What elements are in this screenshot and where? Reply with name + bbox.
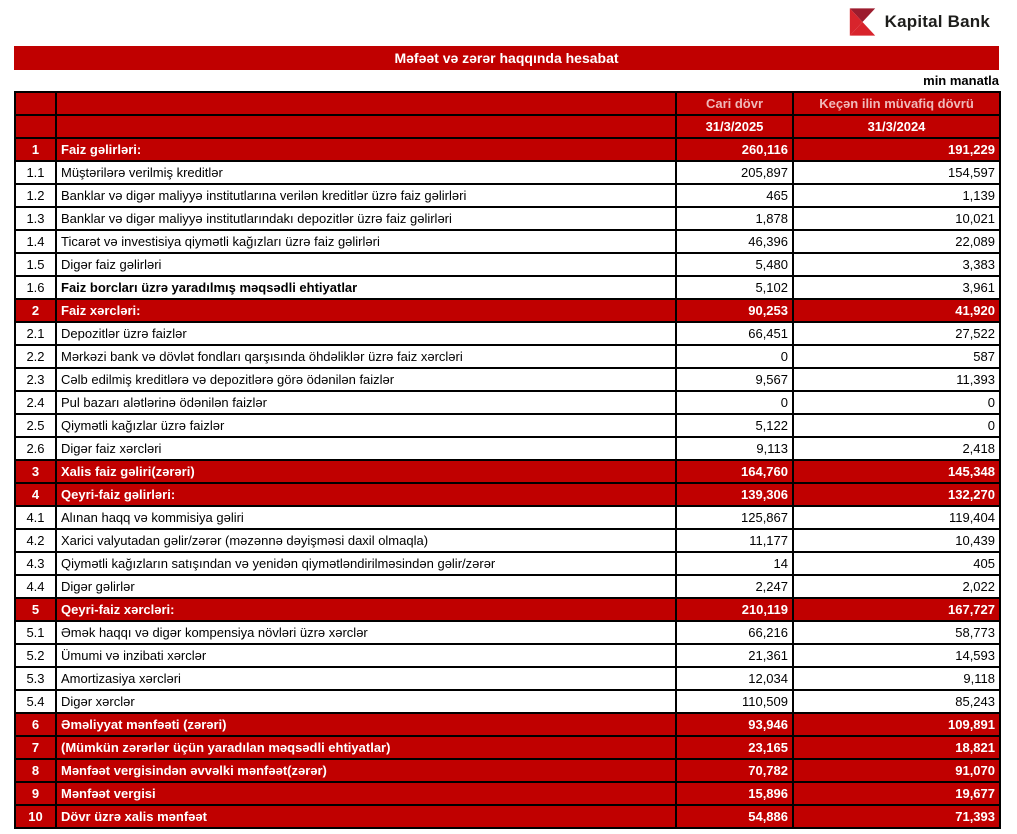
value-previous: 14,593 — [793, 644, 1000, 667]
row-number: 5 — [15, 598, 56, 621]
value-previous: 85,243 — [793, 690, 1000, 713]
table-row — [15, 345, 1000, 368]
row-number: 2.1 — [15, 322, 56, 345]
row-number: 7 — [15, 736, 56, 759]
row-number: 9 — [15, 782, 56, 805]
table-row — [15, 644, 1000, 667]
table-row — [15, 736, 1000, 759]
value-current: 164,760 — [676, 460, 793, 483]
row-label: Banklar və digər maliyyə institutlarına verilən kreditlər üzrə faiz gəlirləri — [56, 184, 676, 207]
header-current-date: 31/3/2025 — [676, 115, 793, 138]
value-current: 21,361 — [676, 644, 793, 667]
table-row — [15, 138, 1000, 161]
value-previous: 3,383 — [793, 253, 1000, 276]
row-label: Qeyri-faiz xərcləri: — [56, 598, 676, 621]
row-label: Digər faiz gəlirləri — [56, 253, 676, 276]
row-number: 2.6 — [15, 437, 56, 460]
kapital-bank-logo-icon — [848, 6, 877, 38]
row-number: 2.5 — [15, 414, 56, 437]
table-row — [15, 805, 1000, 828]
value-current: 125,867 — [676, 506, 793, 529]
row-number: 2.3 — [15, 368, 56, 391]
value-previous: 18,821 — [793, 736, 1000, 759]
row-number: 4.1 — [15, 506, 56, 529]
unit-note: min manatla — [923, 73, 999, 88]
row-label: Qiymətli kağızlar üzrə faizlər — [56, 414, 676, 437]
row-label: Ümumi və inzibati xərclər — [56, 644, 676, 667]
value-current: 5,122 — [676, 414, 793, 437]
table-row — [15, 437, 1000, 460]
table-header-period-row — [15, 92, 1000, 115]
row-number: 5.1 — [15, 621, 56, 644]
table-row — [15, 552, 1000, 575]
value-current: 90,253 — [676, 299, 793, 322]
row-label: Depozitlər üzrə faizlər — [56, 322, 676, 345]
row-label: Xalis faiz gəliri(zərəri) — [56, 460, 676, 483]
value-current: 210,119 — [676, 598, 793, 621]
value-current: 1,878 — [676, 207, 793, 230]
table-row — [15, 207, 1000, 230]
table-row — [15, 460, 1000, 483]
value-previous: 132,270 — [793, 483, 1000, 506]
table-row — [15, 230, 1000, 253]
table-row — [15, 598, 1000, 621]
header-empty-no — [15, 92, 56, 115]
header-bar — [0, 0, 1017, 44]
value-previous: 119,404 — [793, 506, 1000, 529]
row-label: Digər xərclər — [56, 690, 676, 713]
table-row — [15, 782, 1000, 805]
table-row — [15, 690, 1000, 713]
row-label: Amortizasiya xərcləri — [56, 667, 676, 690]
value-previous: 91,070 — [793, 759, 1000, 782]
value-previous: 1,139 — [793, 184, 1000, 207]
value-previous: 587 — [793, 345, 1000, 368]
row-label: Dövr üzrə xalis mənfəət — [56, 805, 676, 828]
header-empty-label — [56, 92, 676, 115]
brand-name: Kapital Bank — [884, 12, 990, 31]
value-previous: 405 — [793, 552, 1000, 575]
table-row — [15, 253, 1000, 276]
value-previous: 10,439 — [793, 529, 1000, 552]
table-row — [15, 276, 1000, 299]
row-label: Pul bazarı alətlərinə ödənilən faizlər — [56, 391, 676, 414]
row-number: 5.3 — [15, 667, 56, 690]
value-current: 5,102 — [676, 276, 793, 299]
header-previous-date: 31/3/2024 — [793, 115, 1000, 138]
value-current: 110,509 — [676, 690, 793, 713]
value-previous: 71,393 — [793, 805, 1000, 828]
value-previous: 0 — [793, 391, 1000, 414]
value-current: 23,165 — [676, 736, 793, 759]
value-previous: 10,021 — [793, 207, 1000, 230]
value-current: 260,116 — [676, 138, 793, 161]
row-label: Əmək haqqı və digər kompensiya növləri üzrə xərclər — [56, 621, 676, 644]
row-number: 1.2 — [15, 184, 56, 207]
value-current: 9,113 — [676, 437, 793, 460]
value-previous: 2,022 — [793, 575, 1000, 598]
row-number: 1 — [15, 138, 56, 161]
row-number: 1.6 — [15, 276, 56, 299]
row-number: 5.4 — [15, 690, 56, 713]
value-previous: 22,089 — [793, 230, 1000, 253]
value-current: 0 — [676, 345, 793, 368]
header-empty-label-2 — [56, 115, 676, 138]
row-label: Müştərilərə verilmiş kreditlər — [56, 161, 676, 184]
table-row — [15, 713, 1000, 736]
value-previous: 58,773 — [793, 621, 1000, 644]
table-row — [15, 483, 1000, 506]
value-current: 15,896 — [676, 782, 793, 805]
value-current: 205,897 — [676, 161, 793, 184]
row-label: Qiymətli kağızların satışından və yenidən qiymətləndirilməsindən gəlir/zərər — [56, 552, 676, 575]
row-number: 6 — [15, 713, 56, 736]
value-current: 66,216 — [676, 621, 793, 644]
value-current: 70,782 — [676, 759, 793, 782]
value-current: 11,177 — [676, 529, 793, 552]
row-number: 2.4 — [15, 391, 56, 414]
header-empty-no-2 — [15, 115, 56, 138]
value-previous: 191,229 — [793, 138, 1000, 161]
value-previous: 167,727 — [793, 598, 1000, 621]
table-row — [15, 322, 1000, 345]
profit-loss-table — [14, 91, 1001, 829]
value-current: 12,034 — [676, 667, 793, 690]
row-number: 4 — [15, 483, 56, 506]
row-number: 10 — [15, 805, 56, 828]
row-label: Mərkəzi bank və dövlət fondları qarşısında öhdəliklər üzrə faiz xərcləri — [56, 345, 676, 368]
row-label: Faiz xərcləri: — [56, 299, 676, 322]
row-label: Banklar və digər maliyyə institutlarındakı depozitlər üzrə faiz gəlirləri — [56, 207, 676, 230]
value-previous: 27,522 — [793, 322, 1000, 345]
row-label: Cəlb edilmiş kreditlərə və depozitlərə görə ödənilən faizlər — [56, 368, 676, 391]
row-number: 8 — [15, 759, 56, 782]
value-current: 465 — [676, 184, 793, 207]
row-number: 4.3 — [15, 552, 56, 575]
value-current: 54,886 — [676, 805, 793, 828]
value-previous: 0 — [793, 414, 1000, 437]
row-label: Qeyri-faiz gəlirləri: — [56, 483, 676, 506]
header-current-period: Cari dövr — [676, 92, 793, 115]
table-row — [15, 506, 1000, 529]
row-label: Digər faiz xərcləri — [56, 437, 676, 460]
row-number: 3 — [15, 460, 56, 483]
row-label: Əməliyyat mənfəəti (zərəri) — [56, 713, 676, 736]
report-table-body — [15, 138, 1000, 828]
row-number: 4.2 — [15, 529, 56, 552]
value-current: 0 — [676, 391, 793, 414]
row-label: Alınan haqq və kommisiya gəliri — [56, 506, 676, 529]
table-row — [15, 414, 1000, 437]
value-current: 5,480 — [676, 253, 793, 276]
row-number: 1.3 — [15, 207, 56, 230]
value-previous: 145,348 — [793, 460, 1000, 483]
table-row — [15, 667, 1000, 690]
value-current: 2,247 — [676, 575, 793, 598]
value-previous: 9,118 — [793, 667, 1000, 690]
table-row — [15, 529, 1000, 552]
row-label: Xarici valyutadan gəlir/zərər (məzənnə dəyişməsi daxil olmaqla) — [56, 529, 676, 552]
table-row — [15, 575, 1000, 598]
row-number: 5.2 — [15, 644, 56, 667]
row-label: Faiz gəlirləri: — [56, 138, 676, 161]
row-label: Faiz borcları üzrə yaradılmış məqsədli ehtiyatlar — [56, 276, 676, 299]
row-label: Ticarət və investisiya qiymətli kağızları üzrə faiz gəlirləri — [56, 230, 676, 253]
table-row — [15, 621, 1000, 644]
table-row — [15, 299, 1000, 322]
table-row — [15, 391, 1000, 414]
value-current: 66,451 — [676, 322, 793, 345]
row-number: 4.4 — [15, 575, 56, 598]
header-previous-period: Keçən ilin müvafiq dövrü — [793, 92, 1000, 115]
row-label: (Mümkün zərərlər üçün yaradılan məqsədli ehtiyatlar) — [56, 736, 676, 759]
row-number: 2 — [15, 299, 56, 322]
value-current: 46,396 — [676, 230, 793, 253]
table-row — [15, 759, 1000, 782]
value-current: 14 — [676, 552, 793, 575]
row-number: 1.4 — [15, 230, 56, 253]
value-current: 139,306 — [676, 483, 793, 506]
value-previous: 3,961 — [793, 276, 1000, 299]
value-previous: 109,891 — [793, 713, 1000, 736]
row-label: Mənfəət vergisindən əvvəlki mənfəət(zərər) — [56, 759, 676, 782]
row-label: Digər gəlirlər — [56, 575, 676, 598]
table-row — [15, 184, 1000, 207]
report-title: Məfəət və zərər haqqında hesabat — [14, 46, 999, 70]
value-previous: 154,597 — [793, 161, 1000, 184]
row-number: 2.2 — [15, 345, 56, 368]
value-previous: 19,677 — [793, 782, 1000, 805]
row-number: 1.1 — [15, 161, 56, 184]
value-current: 9,567 — [676, 368, 793, 391]
row-label: Mənfəət vergisi — [56, 782, 676, 805]
value-current: 93,946 — [676, 713, 793, 736]
table-row — [15, 161, 1000, 184]
row-number: 1.5 — [15, 253, 56, 276]
kapital-bank-logo — [848, 6, 990, 38]
table-row — [15, 368, 1000, 391]
value-previous: 41,920 — [793, 299, 1000, 322]
value-previous: 2,418 — [793, 437, 1000, 460]
table-header-date-row — [15, 115, 1000, 138]
value-previous: 11,393 — [793, 368, 1000, 391]
